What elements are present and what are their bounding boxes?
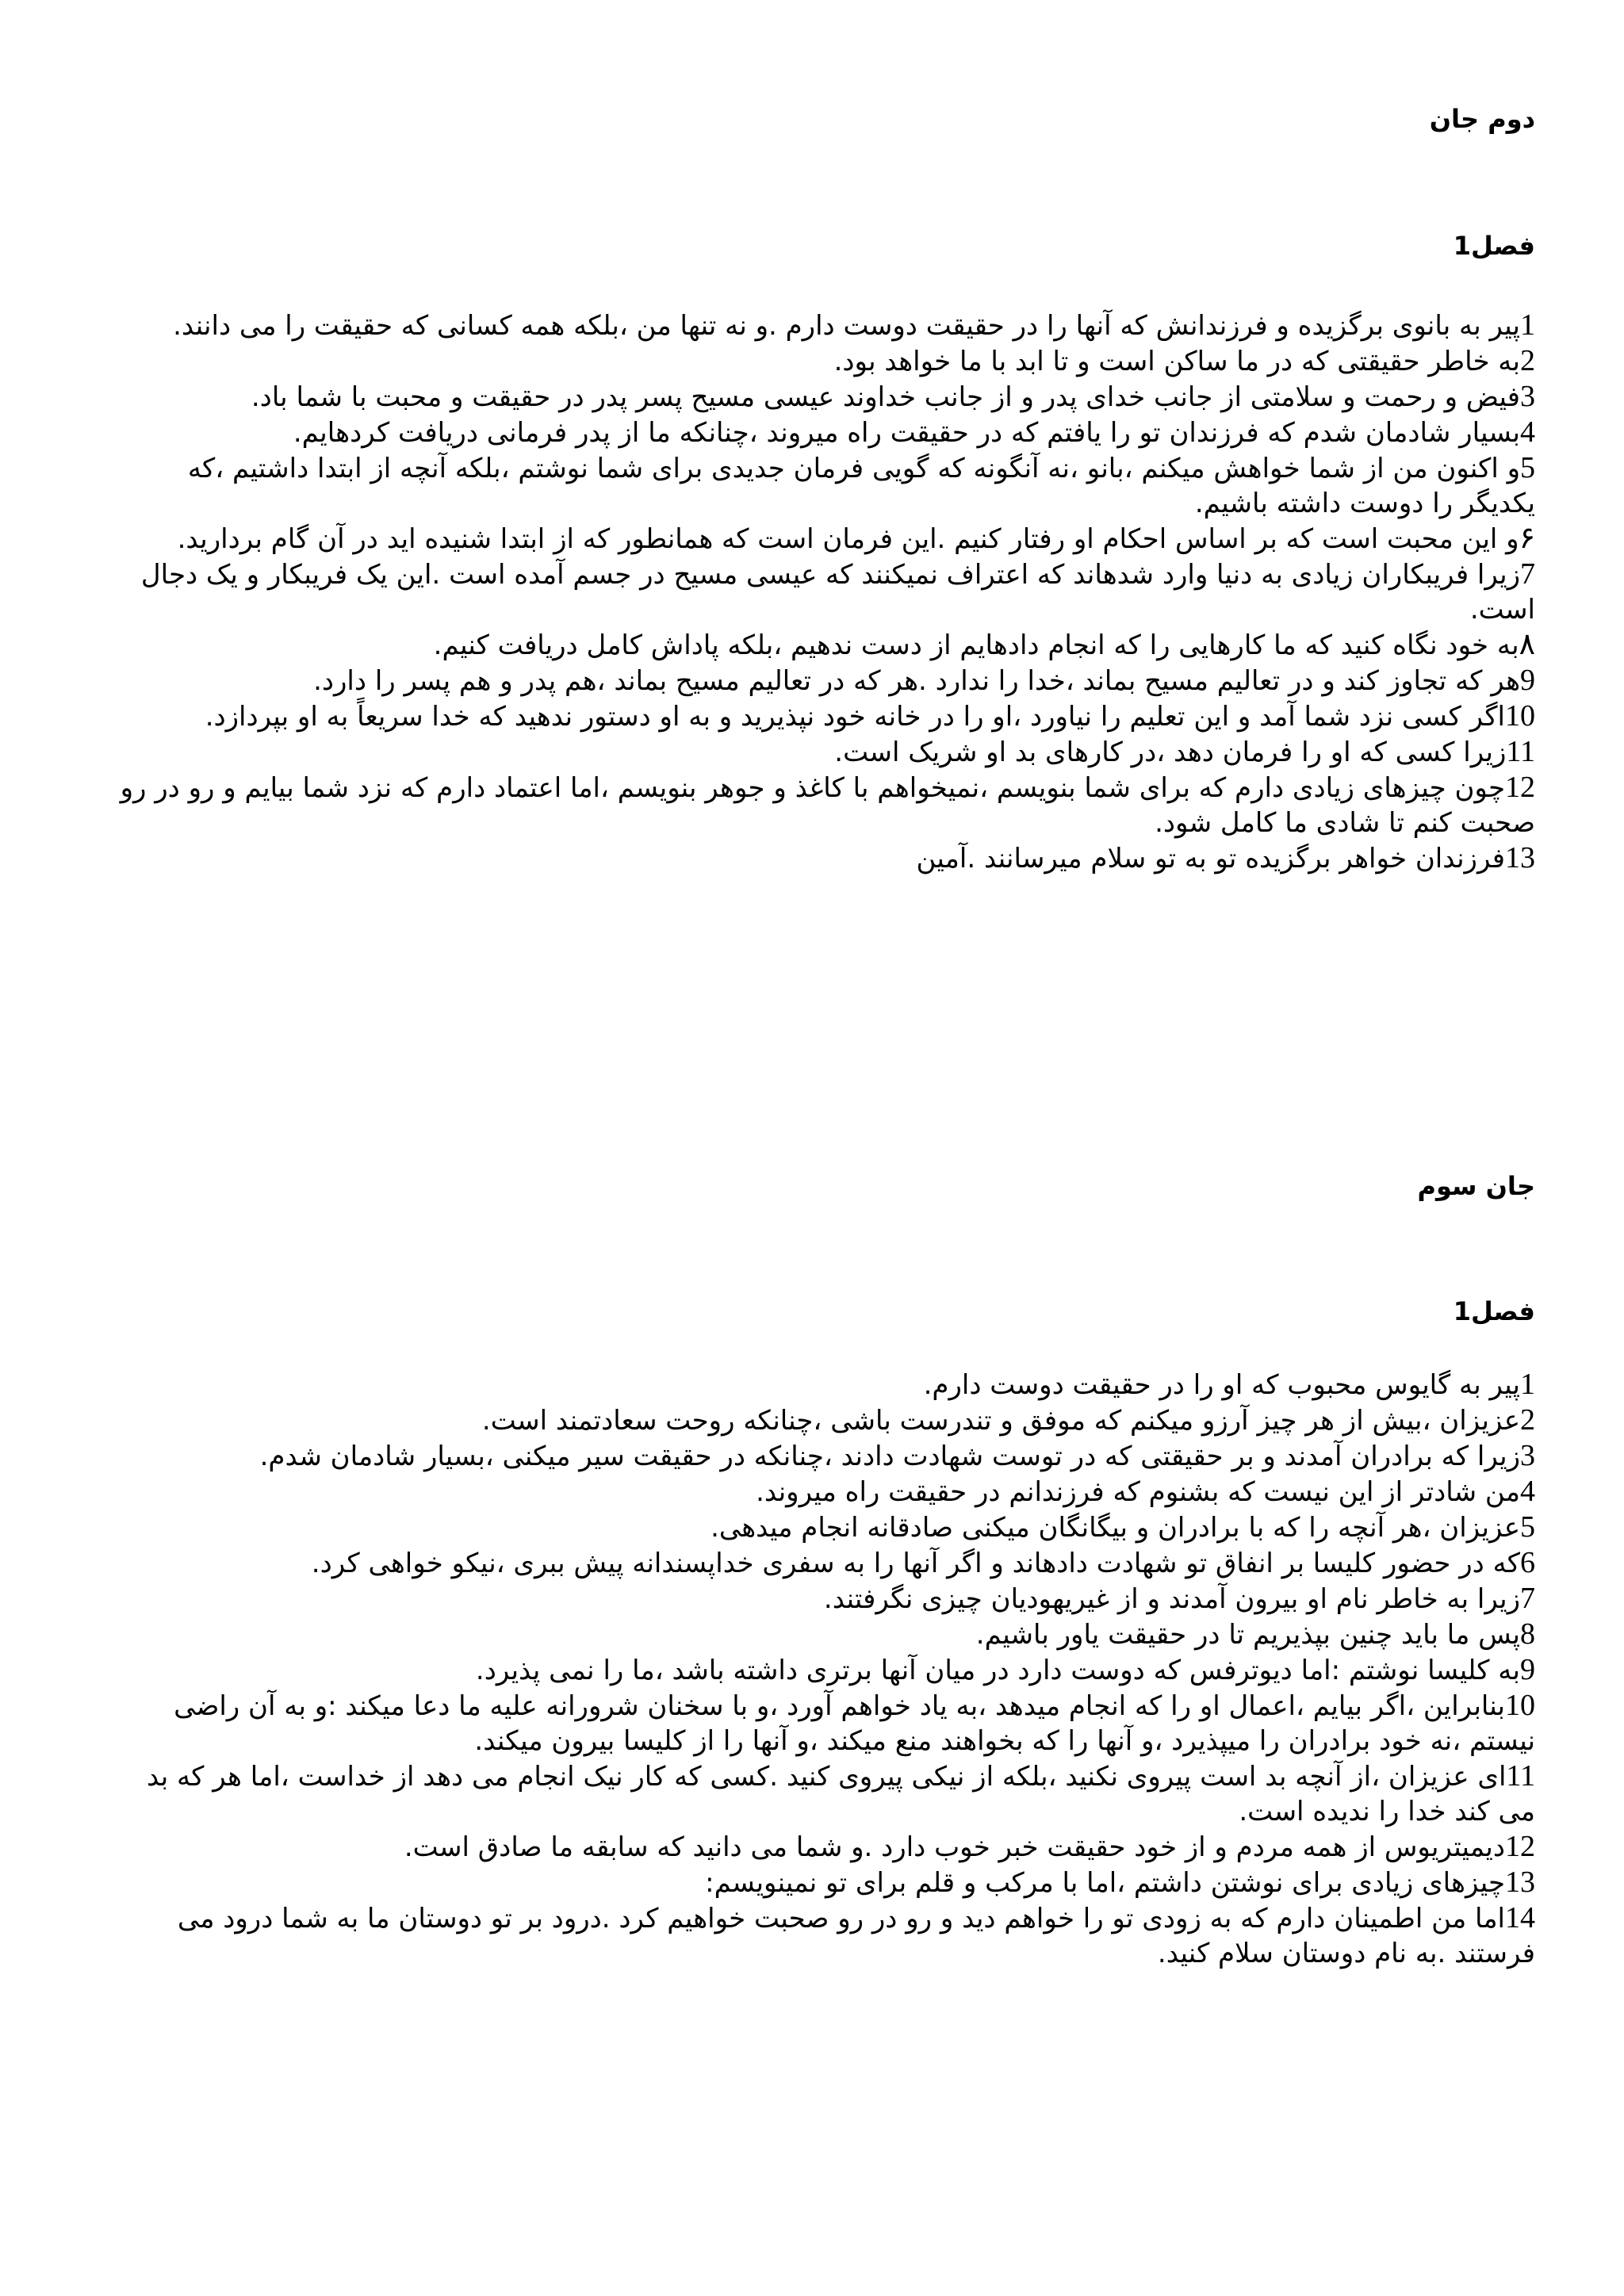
book-title-third-john: جان سوم — [1417, 1171, 1535, 1201]
verse — [108, 1865, 1535, 1900]
verse-text: فرزندان خواهر برگزیده تو به تو سلام میرسانند .آمین — [916, 843, 1505, 874]
verse-text: بسیار شادمان شدم که فرزندان تو را یافتم که در حقیقت راه میروند ،چنانکه ما از پدر فرمانی دریافت کردهایم. — [293, 417, 1520, 449]
verse-text: فیض و رحمت و سلامتی از جانب خدای پدر و از جانب خداوند عیسی مسیح پسر پدر در حقیقت و محبت با شما باد. — [251, 381, 1520, 413]
verse — [108, 379, 1535, 415]
verse-number: 2 — [1520, 344, 1535, 377]
verse — [108, 627, 1535, 663]
verse-text: زیرا فریبکاران زیادی به دنیا وارد شدهاند که اعتراف نمیکنند که عیسی مسیح در جسم آمده است .این یک فریبکار و یک دجال است. — [140, 559, 1535, 626]
verse-number: 11 — [1506, 735, 1535, 768]
verse-text: چون چیزهای زیادی دارم که برای شما بنویسم ،نمیخواهم با کاغذ و جوهر بنویسم ،اما اعتماد دارم که نزد شما بیایم و رو در رو صحبت کنم تا شادی ما کامل شود. — [120, 772, 1535, 839]
verse — [108, 450, 1535, 521]
verse-text: که در حضور کلیسا بر انفاق تو شهادت دادهاند و اگر آنها را به سفری خداپسندانه پیش ببری ،نیکو خواهی کرد. — [311, 1548, 1520, 1579]
book-title-second-john: دوم جان — [1429, 104, 1535, 134]
verse — [108, 1510, 1535, 1545]
verse — [108, 308, 1535, 343]
verse-number: 2 — [1520, 1403, 1535, 1437]
verse-number: 4 — [1520, 1475, 1535, 1508]
verse-text: و اکنون من از شما خواهش میکنم ،بانو ،نه آنگونه که گویی فرمان جدیدی برای شما نوشتم ،بلکه آنچه از ابتدا داشتیم ،که یکدیگر را دوست داشته باشیم. — [187, 453, 1535, 519]
verse-text: زیرا به خاطر نام او بیرون آمدند و از غیریهودیان چیزی نگرفتند. — [823, 1583, 1520, 1615]
chapter-title-third-john: فصل1 — [1453, 1296, 1535, 1326]
verse — [108, 343, 1535, 379]
verse-text: بنابراین ،اگر بیایم ،اعمال او را که انجام میدهد ،به یاد خواهم آورد ،و با سخنان شرورانه علیه ما دعا میکند :و به آن راضی نیستم ،نه خود برادران را میپذیرد ،و آنها را که بخواهند منع میکند ،و آنها را از کلیسا بیرون میکند. — [174, 1690, 1535, 1757]
verse-number: 6 — [1520, 1546, 1535, 1579]
verse — [108, 1652, 1535, 1688]
verse-number: 10 — [1505, 699, 1535, 733]
verse-text: عزیزان ،بیش از هر چیز آرزو میکنم که موفق و تندرست باشی ،چنانکه روحت سعادتمند است. — [481, 1405, 1520, 1437]
verse-number: 13 — [1505, 841, 1535, 874]
verse-list-second-john — [108, 308, 1535, 876]
verse — [108, 1402, 1535, 1438]
verse — [108, 1581, 1535, 1617]
verse-text: هر که تجاوز کند و در تعالیم مسیح بماند ،خدا را ندارد .هر که در تعالیم مسیح بماند ،هم پدر و هم پسر را دارد. — [313, 665, 1520, 697]
verse-number: ٨ — [1519, 628, 1535, 661]
verse-number: 7 — [1520, 1582, 1535, 1615]
verse-number: 1 — [1520, 308, 1535, 342]
verse-number: 13 — [1505, 1866, 1535, 1899]
verse-number: 3 — [1520, 380, 1535, 413]
verse-number: ۶ — [1519, 522, 1535, 555]
verse — [108, 1367, 1535, 1402]
verse-text: به خود نگاه کنید که ما کارهایی را که انجام دادهایم از دست ندهیم ،بلکه پاداش کامل دریافت کنیم. — [433, 629, 1519, 661]
verse-text: به کلیسا نوشتم :اما دیوترفس که دوست دارد در میان آنها برتری داشته باشد ،ما را نمی پذیرد. — [475, 1655, 1520, 1686]
verse-number: 10 — [1505, 1689, 1535, 1722]
verse — [108, 1617, 1535, 1652]
verse — [108, 1545, 1535, 1581]
verse — [108, 698, 1535, 734]
verse — [108, 415, 1535, 450]
verse — [108, 1474, 1535, 1510]
verse-text: من شادتر از این نیست که بشنوم که فرزندانم در حقیقت راه میروند. — [756, 1476, 1520, 1508]
verse-text: پیر به گایوس محبوب که او را در حقیقت دوست دارم. — [923, 1369, 1520, 1401]
verse-text: زیرا کسی که او را فرمان دهد ،در کارهای بد او شریک است. — [834, 737, 1507, 768]
verse-text: و این محبت است که بر اساس احکام او رفتار کنیم .این فرمان است که همانطور که از ابتدا شنیده اید در آن گام بردارید. — [177, 523, 1519, 555]
verse — [108, 521, 1535, 557]
verse-text: چیزهای زیادی برای نوشتن داشتم ،اما با مرکب و قلم برای تو نمینویسم: — [705, 1867, 1505, 1899]
verse-text: به خاطر حقیقتی که در ما ساکن است و تا ابد با ما خواهد بود. — [833, 346, 1520, 377]
verse — [108, 663, 1535, 698]
verse-number: 5 — [1520, 451, 1535, 484]
verse-text: عزیزان ،هر آنچه را که با برادران و بیگانگان میکنی صادقانه انجام میدهی. — [710, 1512, 1520, 1544]
verse-number: 8 — [1520, 1617, 1535, 1651]
verse-text: زیرا که برادران آمدند و بر حقیقتی که در توست شهادت دادند ،چنانکه در حقیقت سیر میکنی ،بسیار شادمان شدم. — [259, 1441, 1520, 1472]
verse — [108, 1758, 1535, 1829]
verse-list-third-john — [108, 1367, 1535, 1971]
verse-number: 9 — [1520, 664, 1535, 697]
verse-number: 3 — [1520, 1439, 1535, 1472]
verse — [108, 1900, 1535, 1971]
verse-text: اما من اطمینان دارم که به زودی تو را خواهم دید و رو در رو صحبت خواهیم کرد .درود بر تو دوستان ما به شما درود می فرستند .به نام دوستان سلام کنید. — [177, 1903, 1535, 1969]
verse-number: 12 — [1505, 1830, 1535, 1863]
chapter-title-second-john: فصل1 — [1453, 231, 1535, 261]
verse-number: 11 — [1506, 1759, 1535, 1793]
verse-number: 1 — [1520, 1368, 1535, 1401]
verse-number: 14 — [1505, 1901, 1535, 1934]
verse — [108, 1688, 1535, 1758]
verse-number: 4 — [1520, 415, 1535, 449]
verse — [108, 1829, 1535, 1865]
verse-text: اگر کسی نزد شما آمد و این تعلیم را نیاورد ،او را در خانه خود نپذیرید و به او دستور ندهید که خدا سریعاً به او بپردازد. — [205, 701, 1505, 733]
verse-text: پیر به بانوی برگزیده و فرزندانش که آنها را در حقیقت دوست دارم .و نه تنها من ،بلکه همه کسانی که حقیقت را می دانند. — [173, 310, 1520, 342]
verse — [108, 1438, 1535, 1474]
verse-text: پس ما باید چنین بپذیریم تا در حقیقت یاور باشیم. — [975, 1619, 1520, 1651]
verse-number: 9 — [1520, 1653, 1535, 1686]
verse-number: 5 — [1520, 1510, 1535, 1544]
verse-number: 12 — [1505, 771, 1535, 804]
verse — [108, 734, 1535, 770]
verse-text: ای عزیزان ،از آنچه بد است پیروی نکنید ،بلکه از نیکی پیروی کنید .کسی که کار نیک انجام می دهد از خداست ،اما هر که بد می کند خدا را ندیده است. — [146, 1761, 1535, 1827]
verse-number: 7 — [1520, 557, 1535, 591]
verse-text: دیمیتریوس از همه مردم و از خود حقیقت خبر خوب دارد .و شما می دانید که سابقه ما صادق است. — [404, 1831, 1505, 1863]
verse — [108, 770, 1535, 840]
verse — [108, 840, 1535, 876]
verse — [108, 557, 1535, 627]
